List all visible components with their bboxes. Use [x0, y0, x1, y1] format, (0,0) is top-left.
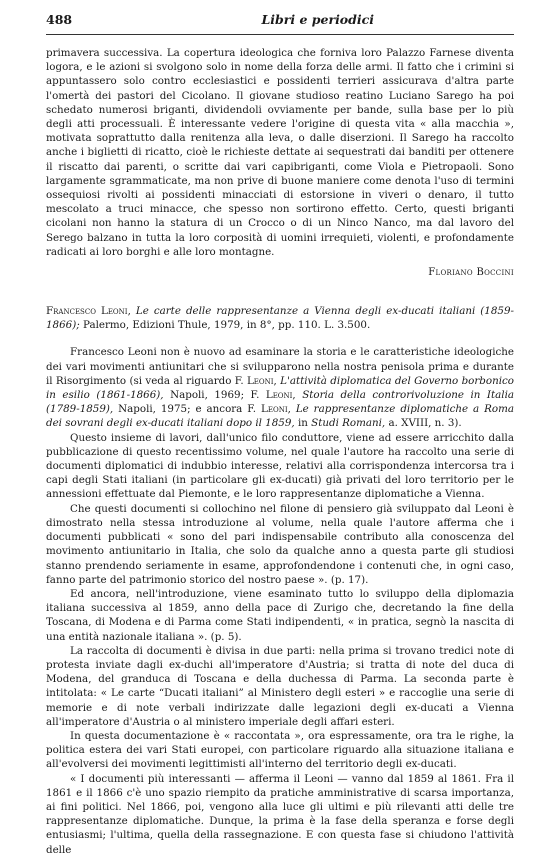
review1-body: primavera successiva. La copertura ideologica che forniva loro Palazzo Farnese diventa logora, e le azioni si svolgono solo in nome della forza delle armi. Il fatto che i crimini si appuntassero solo contro ecclesiastici e possidenti terrieri assicurava d'altra parte l'omertà dei pastori del Cicolano. Il giovane studioso reatino Luciano Sarego ha poi schedato numerosi briganti, dividendoli ovviamente per bande, sulla base per lo più degli atti processuali. È interessante vedere l'origine di questa vita « alla macchia », motivata soprattutto dalla renitenza alla leva, o dalle diserzioni. Il Sarego ha raccolto anche i biglietti di ricatto, cioè le richieste dettate ai sequestrati dai banditi per ottenere il riscatto dai parenti, o scritte dai vari capibriganti, come Viola e Pietropaoli. Sono largamente sgrammaticate, ma non prive di buone maniere come denota l'uso di termini ossequiosi rivolti ai possidenti minacciati di estorsione in viveri o denaro, il tutto mescolato a truci minacce, che spesso non sortirono effetto. Certo, questi briganti cicolani non hanno la statura di un Crocco o di un Ninco Nanco, ma dal lavoro del Serego balzano in tutta la loro corposità di uomini irrequieti, violenti, e profondamente radicati ai loro borghi e alle loro montagne.: [46, 47, 514, 258]
p1-ref1-author: F. Leoni,: [234, 374, 277, 387]
review2-paragraph-6: In questa documentazione è « raccontata », ora espressamente, ora tra le righe, la politica estera dei vari Stati europei, con particolare riguardo alla situazione italiana e all'evolversi dei movimenti legittimisti all'interno del territorio degli ex-ducati.: [46, 729, 514, 771]
p1-ref2-title: Storia della controrivoluzione in Italia (1789-1859),: [46, 389, 515, 416]
p1-text-a: Francesco Leoni non è nuovo ad esaminare la storia e le caratteristiche ideologiche dei vari movimenti antiunitari che si svilupparono nella nostra penisola prima e durante il Risorgimento (si veda al riguardo: [46, 346, 514, 387]
reviewer-signature: Floriano Boccini: [428, 267, 514, 279]
p1-ref3-author: F. Leoni,: [247, 403, 291, 416]
review2-paragraph-1: [46, 345, 514, 430]
review2-paragraph-7: « I documenti più interessanti — afferma il Leoni — vanno dal 1859 al 1861. Fra il 1861 e il 1866 c'è uno spazio riempito da pratiche amministrative di scarsa importanza, ai fini politici. Nel 1866, poi, vengono alla luce gli ultimi e più rilevanti atti delle tre rappresentanze diplomatiche. Dunque, la prima è la fase della speranza e forse degli entusiasmi; l'ultima, quella della rassegnazione. E con questa fase si chiudono l'attività delle: [46, 772, 514, 856]
p1-text-b: Napoli, 1969;: [163, 389, 251, 402]
citation-publisher: Palermo, Edizioni Thule, 1979, in 8°, pp. 110. L. 3.500.: [79, 319, 371, 332]
citation-author: Francesco Leoni,: [46, 305, 131, 318]
p1-ref2-author: F. Leoni,: [250, 389, 296, 402]
p1-text-d: in: [294, 417, 312, 430]
review2-paragraph-3: Che questi documenti si collochino nel filone di pensiero già sviluppato dal Leoni è dimostrato nella stessa introduzione al volume, nella quale l'autore afferma che i documenti pubblicati « sono del pari indispensabile contributo alla conoscenza del movimento antiunitario in Italia, che solo da qualche anno a questa parte gli studiosi stanno prendendo seriamente in esame, approfondendone i contenuti che, in ogni caso, fanno parte del patrimonio storico del nostro paese ». (p. 17).: [46, 502, 514, 586]
p1-text-c: Napoli, 1975; e ancora: [113, 403, 248, 416]
review2-paragraph-2: Questo insieme di lavori, dall'unico filo conduttore, viene ad essere arricchito dalla pubblicazione di questo recentissimo volume, nel quale l'autore ha raccolto una serie di documenti diplomatici di indubbio interesse, relativi alla corrispondenza intercorsa tra i capi degli Stati italiani (in particolare gli ex-ducati) già privati del loro territorio per le annessioni effettuate dal Piemonte, e le loro rappresentanze diplomatiche a Vienna.: [46, 431, 514, 501]
running-header: [46, 12, 514, 35]
p1-ref3-title: Le rappresentanze diplomatiche a Roma dei sovrani degli ex-ducati italiani dopo il 1859,: [46, 403, 514, 430]
review2-paragraph-4: Ed ancora, nell'introduzione, viene esaminato tutto lo sviluppo della diplomazia italiana successiva al 1859, anno della pace di Zurigo che, decretando la fine della Toscana, di Modena e di Parma come Stati indipendenti, « in pratica, segnò la nascita di una entità nazionale italiana ». (p. 5).: [46, 587, 514, 643]
running-title: Libri e periodici: [261, 12, 374, 27]
p1-ref3-journal: Studi Romani,: [311, 417, 386, 430]
review2-paragraph-5: La raccolta di documenti è divisa in due parti: nella prima si trovano tredici note di protesta inviate dagli ex-duchi all'imperatore d'Austria; si tratta di note del duca di Modena, del granduca di Toscana e della duchessa di Parma. La seconda parte è intitolata: « Le carte “Ducati italiani” al Ministero degli esteri » e raccoglie una serie di memorie e di note verbali indirizzate dalle legazioni degli ex-ducati a Vienna all'imperatore d'Austria o al ministero imperiale degli affari esteri.: [46, 644, 514, 728]
p1-text-e: a. XVIII, n. 3).: [385, 417, 462, 430]
citation-title: Le carte delle rappresentanze a Vienna degli ex-ducati italiani (1859-1866);: [46, 305, 514, 332]
page: [46, 12, 514, 857]
review2-citation: [46, 304, 514, 332]
p1-ref1-title: L'attività diplomatica del Governo borbonico in esilio (1861-1866),: [46, 374, 514, 402]
page-number: 488: [46, 12, 73, 27]
